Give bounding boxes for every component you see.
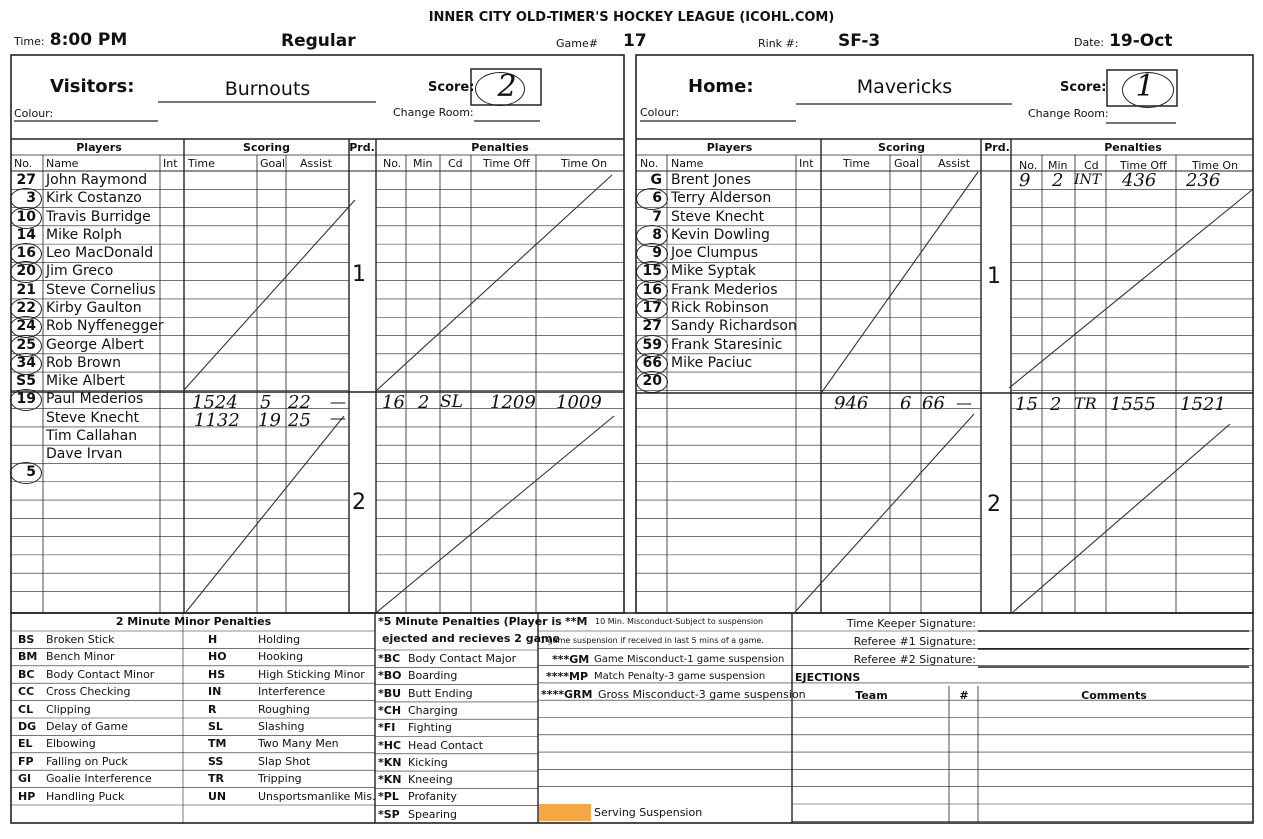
home-score: 1	[1135, 69, 1155, 104]
home-pen-2-min: 2	[1050, 394, 1062, 415]
misconduct-m-code: **M	[565, 615, 588, 628]
home-player-number: 7	[652, 208, 662, 225]
minor-code: H	[208, 633, 218, 646]
visitors-player-name: Kirk Costanzo	[46, 190, 142, 207]
major-code: *BU	[378, 686, 402, 700]
major-desc: Charging	[408, 703, 458, 717]
home-player-number: 15	[642, 263, 662, 280]
game-time: 8:00 PM	[49, 30, 128, 50]
home-player-number: 27	[642, 318, 662, 335]
cross-out-stroke-3	[377, 175, 612, 390]
visitors-player-number: 25	[16, 336, 36, 353]
visitors-pen-1-min: 2	[418, 392, 430, 413]
minor-code: IN	[208, 685, 222, 699]
rink-label: Rink #:	[758, 37, 799, 50]
visitors-player-name: Rob Nyffenegger	[46, 318, 164, 335]
home-player-name: Joe Clumpus	[671, 245, 758, 262]
visitors-player-number: 21	[16, 281, 36, 298]
home-pen-1-no: 9	[1019, 170, 1031, 191]
visitors-pen-1-no: 16	[382, 392, 405, 413]
visitors-player-number: 27	[16, 172, 36, 188]
game-date: 19-Oct	[1109, 31, 1173, 51]
serving-suspension-label: Serving Suspension	[594, 806, 703, 819]
visitors-pen-1-off: 1209	[490, 392, 536, 413]
home-pen-1-on: 236	[1186, 170, 1221, 191]
minor-code: SS	[208, 754, 224, 768]
major-code: *KN	[378, 755, 402, 769]
visitors-player-number: S5	[16, 373, 36, 390]
major-desc: Kneeing	[408, 773, 453, 787]
home-player-name: Steve Knecht	[671, 208, 765, 225]
visitors-pen-1-on: 1009	[556, 392, 602, 413]
home-scoring-header: Scoring	[878, 141, 925, 154]
home-col-int: Int	[799, 157, 814, 170]
home-goal-1-assist2: —	[956, 393, 972, 412]
visitors-player-name: Kirby Gaulton	[46, 299, 142, 316]
game-number-label: Game#	[556, 37, 598, 50]
visitors-player-name: George Albert	[46, 336, 144, 353]
ejections-col-number: #	[959, 689, 969, 702]
rink-number: SF-3	[838, 31, 881, 51]
home-player-name: Mike Syptak	[671, 263, 756, 280]
home-player-name: Kevin Dowling	[671, 226, 770, 243]
minor-code: TR	[208, 772, 224, 786]
major-code: *CH	[378, 703, 402, 717]
minor-desc: Unsportsmanlike Mis.	[258, 789, 376, 803]
minor-desc: Interference	[258, 685, 326, 699]
visitors-player-name: Mike Rolph	[46, 226, 122, 243]
visitors-scoring-header: Scoring	[243, 141, 290, 154]
home-player-name: Frank Staresinic	[671, 336, 783, 353]
cross-out-stroke-5	[822, 172, 978, 392]
visitors-score-circle	[475, 72, 525, 106]
home-player-circle	[636, 298, 668, 320]
visitors-goal-2-assist: 25	[288, 410, 311, 431]
visitors-player-number: 19	[16, 391, 36, 408]
misconduct-grm-desc: Gross Misconduct-3 game suspension	[598, 688, 806, 701]
home-penalties-header: Penalties	[1104, 141, 1162, 154]
time-field: Time: 8:00 PM	[14, 30, 128, 50]
timekeeper-signature-label: Time Keeper Signature:	[846, 617, 976, 630]
minor-code: R	[208, 702, 217, 716]
visitors-col-assist: Assist	[300, 157, 333, 170]
minor-penalties-title: 2 Minute Minor Penalties	[115, 615, 272, 628]
misconduct-m-desc: 10 Min. Misconduct-Subject to suspension	[595, 617, 764, 626]
visitors-player-name: John Raymond	[46, 172, 148, 188]
visitors-player-number: 20	[16, 263, 36, 280]
home-pen-col-time-on: Time On	[1192, 159, 1239, 172]
date-field: Date: 19-Oct	[1074, 31, 1173, 51]
visitors-player-name: Dave Irvan	[46, 446, 123, 463]
visitors-change-room-label: Change Room:	[393, 106, 474, 119]
minor-desc: Falling on Puck	[46, 754, 128, 768]
minor-code: BC	[18, 667, 35, 681]
minor-desc: Two Many Men	[258, 737, 339, 751]
visitors-colour-label: Colour:	[14, 107, 54, 120]
visitors-players-header: Players	[76, 141, 122, 154]
visitors-player-name: Leo MacDonald	[46, 245, 154, 262]
major-desc: Kicking	[408, 755, 448, 769]
visitors-col-time: Time	[188, 157, 215, 170]
minor-desc: Delay of Game	[46, 720, 128, 733]
minor-code: CC	[18, 685, 35, 699]
visitors-player-name: Steve Cornelius	[46, 281, 156, 298]
home-goal-1-assist: 66	[922, 393, 945, 414]
minor-desc: Goalie Interference	[46, 772, 152, 786]
home-players-header: Players	[706, 141, 753, 154]
minor-desc: Handling Puck	[46, 789, 125, 803]
minor-desc: Body Contact Minor	[46, 667, 155, 681]
minor-desc: Slashing	[258, 720, 305, 733]
minor-code: FP	[18, 754, 34, 768]
major-desc: Fighting	[408, 721, 452, 735]
home-player-number: 16	[642, 281, 662, 298]
major-code: *BC	[378, 652, 401, 665]
home-player-number: 66	[642, 354, 662, 371]
home-goal-1-time: 946	[834, 393, 869, 414]
home-player-circle	[636, 371, 668, 393]
visitors-player-name: Rob Brown	[46, 354, 121, 371]
home-label: Home:	[688, 76, 754, 97]
minor-desc: Clipping	[46, 702, 91, 716]
home-player-name: Rick Robinson	[671, 299, 769, 316]
visitors-score: 2	[497, 69, 517, 104]
visitors-period-header: Prd.	[349, 141, 375, 154]
minor-desc: Roughing	[258, 702, 310, 716]
home-player-number: 17	[642, 299, 662, 316]
home-pen-1-off: 436	[1122, 170, 1157, 191]
home-player-number: 9	[652, 245, 662, 262]
home-player-name: Sandy Richardson	[671, 318, 797, 335]
home-score-circle	[1122, 72, 1174, 108]
serving-suspension-swatch	[539, 804, 591, 821]
misconduct-mp-code: ****MP	[546, 670, 589, 683]
minor-code: BS	[18, 633, 35, 646]
major-desc: Body Contact Major	[408, 652, 517, 665]
visitors-player-number: 10	[16, 208, 36, 225]
home-pen-col-cd: Cd	[1084, 159, 1099, 172]
minor-desc: Tripping	[258, 772, 302, 786]
home-col-name: Name	[671, 157, 704, 170]
home-player-number: 6	[652, 190, 662, 207]
visitors-col-no: No.	[14, 157, 33, 170]
visitors-player-number: 34	[16, 354, 36, 371]
home-pen-2-on: 1521	[1180, 394, 1226, 415]
home-col-time: Time	[843, 157, 870, 170]
misconduct-gm-desc: Game Misconduct-1 game suspension	[594, 654, 785, 665]
major-desc: Spearing	[408, 807, 458, 821]
home-period-1: 1	[987, 264, 1001, 289]
misconduct-grm-code: ****GRM	[541, 688, 593, 701]
visitors-label: Visitors:	[50, 76, 135, 97]
home-pen-col-time-off: Time Off	[1120, 159, 1167, 172]
ejections-col-comments: Comments	[1081, 689, 1147, 702]
minor-code: CL	[18, 702, 34, 716]
home-pen-2-no: 15	[1015, 394, 1038, 415]
visitors-col-int: Int	[163, 157, 178, 170]
visitors-pen-col-time-on: Time On	[561, 157, 608, 170]
visitors-player-number: 14	[16, 226, 36, 243]
league-title: INNER CITY OLD-TIMER'S HOCKEY LEAGUE (ICOHL.COM)	[428, 10, 835, 25]
visitors-player-circle	[10, 207, 42, 229]
home-pen-2-off: 1555	[1110, 394, 1156, 415]
visitors-player-name: Jim Greco	[46, 263, 114, 280]
visitors-pen-1-cd: SL	[440, 392, 463, 412]
home-player-number: 20	[642, 373, 662, 390]
minor-desc: High Sticking Minor	[258, 667, 365, 681]
minor-desc: Broken Stick	[46, 633, 115, 646]
visitors-player-name: Steve Knecht	[46, 409, 140, 426]
visitors-col-goal: Goal	[260, 157, 286, 170]
home-col-assist: Assist	[938, 157, 971, 170]
visitors-goal-2-assist2: —	[330, 408, 346, 427]
home-player-name: Mike Paciuc	[671, 354, 753, 371]
visitors-player-name: Paul Mederios	[46, 391, 144, 408]
home-player-name: Terry Alderson	[671, 190, 772, 207]
minor-desc: Slap Shot	[258, 754, 311, 768]
major-code: *FI	[378, 721, 396, 735]
visitors-player-number: 22	[16, 299, 36, 316]
minor-code: GI	[18, 772, 32, 786]
minor-desc: Elbowing	[46, 737, 96, 751]
misconduct-mp-desc: Match Penalty-3 game suspension	[594, 671, 766, 682]
minor-desc: Hooking	[258, 650, 304, 664]
home-pen-1-cd: INT	[1074, 172, 1102, 188]
referee-2-signature-label: Referee #2 Signature:	[853, 653, 976, 666]
home-player-number: 8	[652, 226, 662, 243]
home-colour-label: Colour:	[640, 106, 680, 119]
minor-code: EL	[18, 737, 33, 751]
major-code: *SP	[378, 807, 400, 821]
visitors-goal-1-assist2: —	[330, 392, 346, 411]
visitors-team-name: Burnouts	[224, 78, 311, 100]
minor-desc: Bench Minor	[46, 650, 115, 664]
minor-code: UN	[208, 789, 227, 803]
home-player-name: Frank Mederios	[671, 281, 778, 298]
home-col-goal: Goal	[894, 157, 920, 170]
visitors-player-name: Tim Callahan	[46, 427, 138, 444]
minor-code: HO	[208, 650, 227, 664]
major-code: *HC	[378, 738, 402, 752]
visitors-period-1: 1	[352, 262, 366, 287]
cross-out-stroke-6	[795, 414, 974, 612]
visitors-player-name: Mike Albert	[46, 373, 125, 390]
home-pen-2-cd: TR	[1074, 394, 1097, 413]
visitors-goal-2-scorer: 19	[258, 410, 281, 431]
major-desc: Butt Ending	[408, 686, 473, 700]
visitors-col-name: Name	[46, 157, 79, 170]
game-type: Regular	[281, 31, 356, 51]
minor-code: DG	[18, 720, 37, 733]
ejections-title: EJECTIONS	[795, 671, 861, 684]
cross-out-stroke-1	[184, 200, 355, 390]
major-penalties-title-1: *5 Minute Penalties (Player is	[378, 615, 562, 628]
misconduct-gm-code: ***GM	[552, 653, 590, 666]
misconduct-m-note: 1 game suspension if received in last 5 mins of a game.	[540, 636, 764, 645]
home-goal-1-scorer: 6	[900, 393, 912, 414]
home-pen-col-no: No.	[1019, 159, 1038, 172]
home-period-header: Prd.	[984, 141, 1010, 154]
minor-code: SL	[208, 720, 223, 733]
major-code: *PL	[378, 790, 399, 804]
cross-out-stroke-8	[1013, 424, 1230, 612]
cross-out-stroke-7	[1009, 190, 1252, 388]
visitors-pen-col-cd: Cd	[448, 157, 463, 170]
visitors-goal-2-time: 1132	[194, 410, 240, 431]
referee-1-signature-label: Referee #1 Signature:	[853, 635, 976, 648]
visitors-penalties-header: Penalties	[471, 141, 529, 154]
home-pen-col-min: Min	[1048, 159, 1068, 172]
visitors-period-2: 2	[352, 490, 366, 515]
visitors-player-number: 3	[26, 190, 36, 207]
home-period-2: 2	[987, 492, 1001, 517]
visitors-player-number: 24	[16, 318, 36, 335]
home-team-name: Mavericks	[856, 76, 953, 98]
visitors-pen-col-time-off: Time Off	[483, 157, 530, 170]
home-player-name: Brent Jones	[671, 172, 751, 188]
visitors-goal-1-assist: 22	[288, 392, 311, 413]
major-code: *BO	[378, 669, 402, 683]
visitors-player-name: Travis Burridge	[46, 208, 151, 225]
home-player-number: 59	[642, 336, 662, 353]
major-desc: Boarding	[408, 669, 458, 683]
visitors-goal-1-scorer: 5	[260, 392, 272, 413]
home-change-room-label: Change Room:	[1028, 107, 1109, 120]
visitors-goal-1-time: 1524	[192, 392, 238, 413]
major-penalties-title-2: ejected and recieves 2 game	[382, 632, 560, 645]
home-score-label: Score:	[1060, 80, 1107, 95]
minor-code: HS	[208, 667, 226, 681]
major-desc: Profanity	[408, 790, 457, 804]
home-pen-1-min: 2	[1052, 170, 1064, 191]
major-code: *KN	[378, 773, 402, 787]
minor-desc: Holding	[258, 633, 301, 646]
minor-code: BM	[18, 650, 38, 664]
game-number: 17	[623, 31, 647, 51]
visitors-player-number: 5	[26, 464, 36, 481]
minor-code: TM	[208, 737, 227, 751]
minor-desc: Cross Checking	[46, 685, 131, 699]
major-desc: Head Contact	[408, 738, 484, 752]
minor-code: HP	[18, 789, 36, 803]
visitors-player-number: 16	[16, 245, 36, 262]
ejections-col-team: Team	[855, 689, 888, 702]
visitors-score-label: Score:	[428, 80, 475, 95]
visitors-pen-col-min: Min	[413, 157, 433, 170]
home-player-number: G	[650, 172, 662, 188]
home-col-no: No.	[640, 157, 659, 170]
visitors-player-circle	[10, 353, 42, 375]
visitors-pen-col-no: No.	[383, 157, 402, 170]
